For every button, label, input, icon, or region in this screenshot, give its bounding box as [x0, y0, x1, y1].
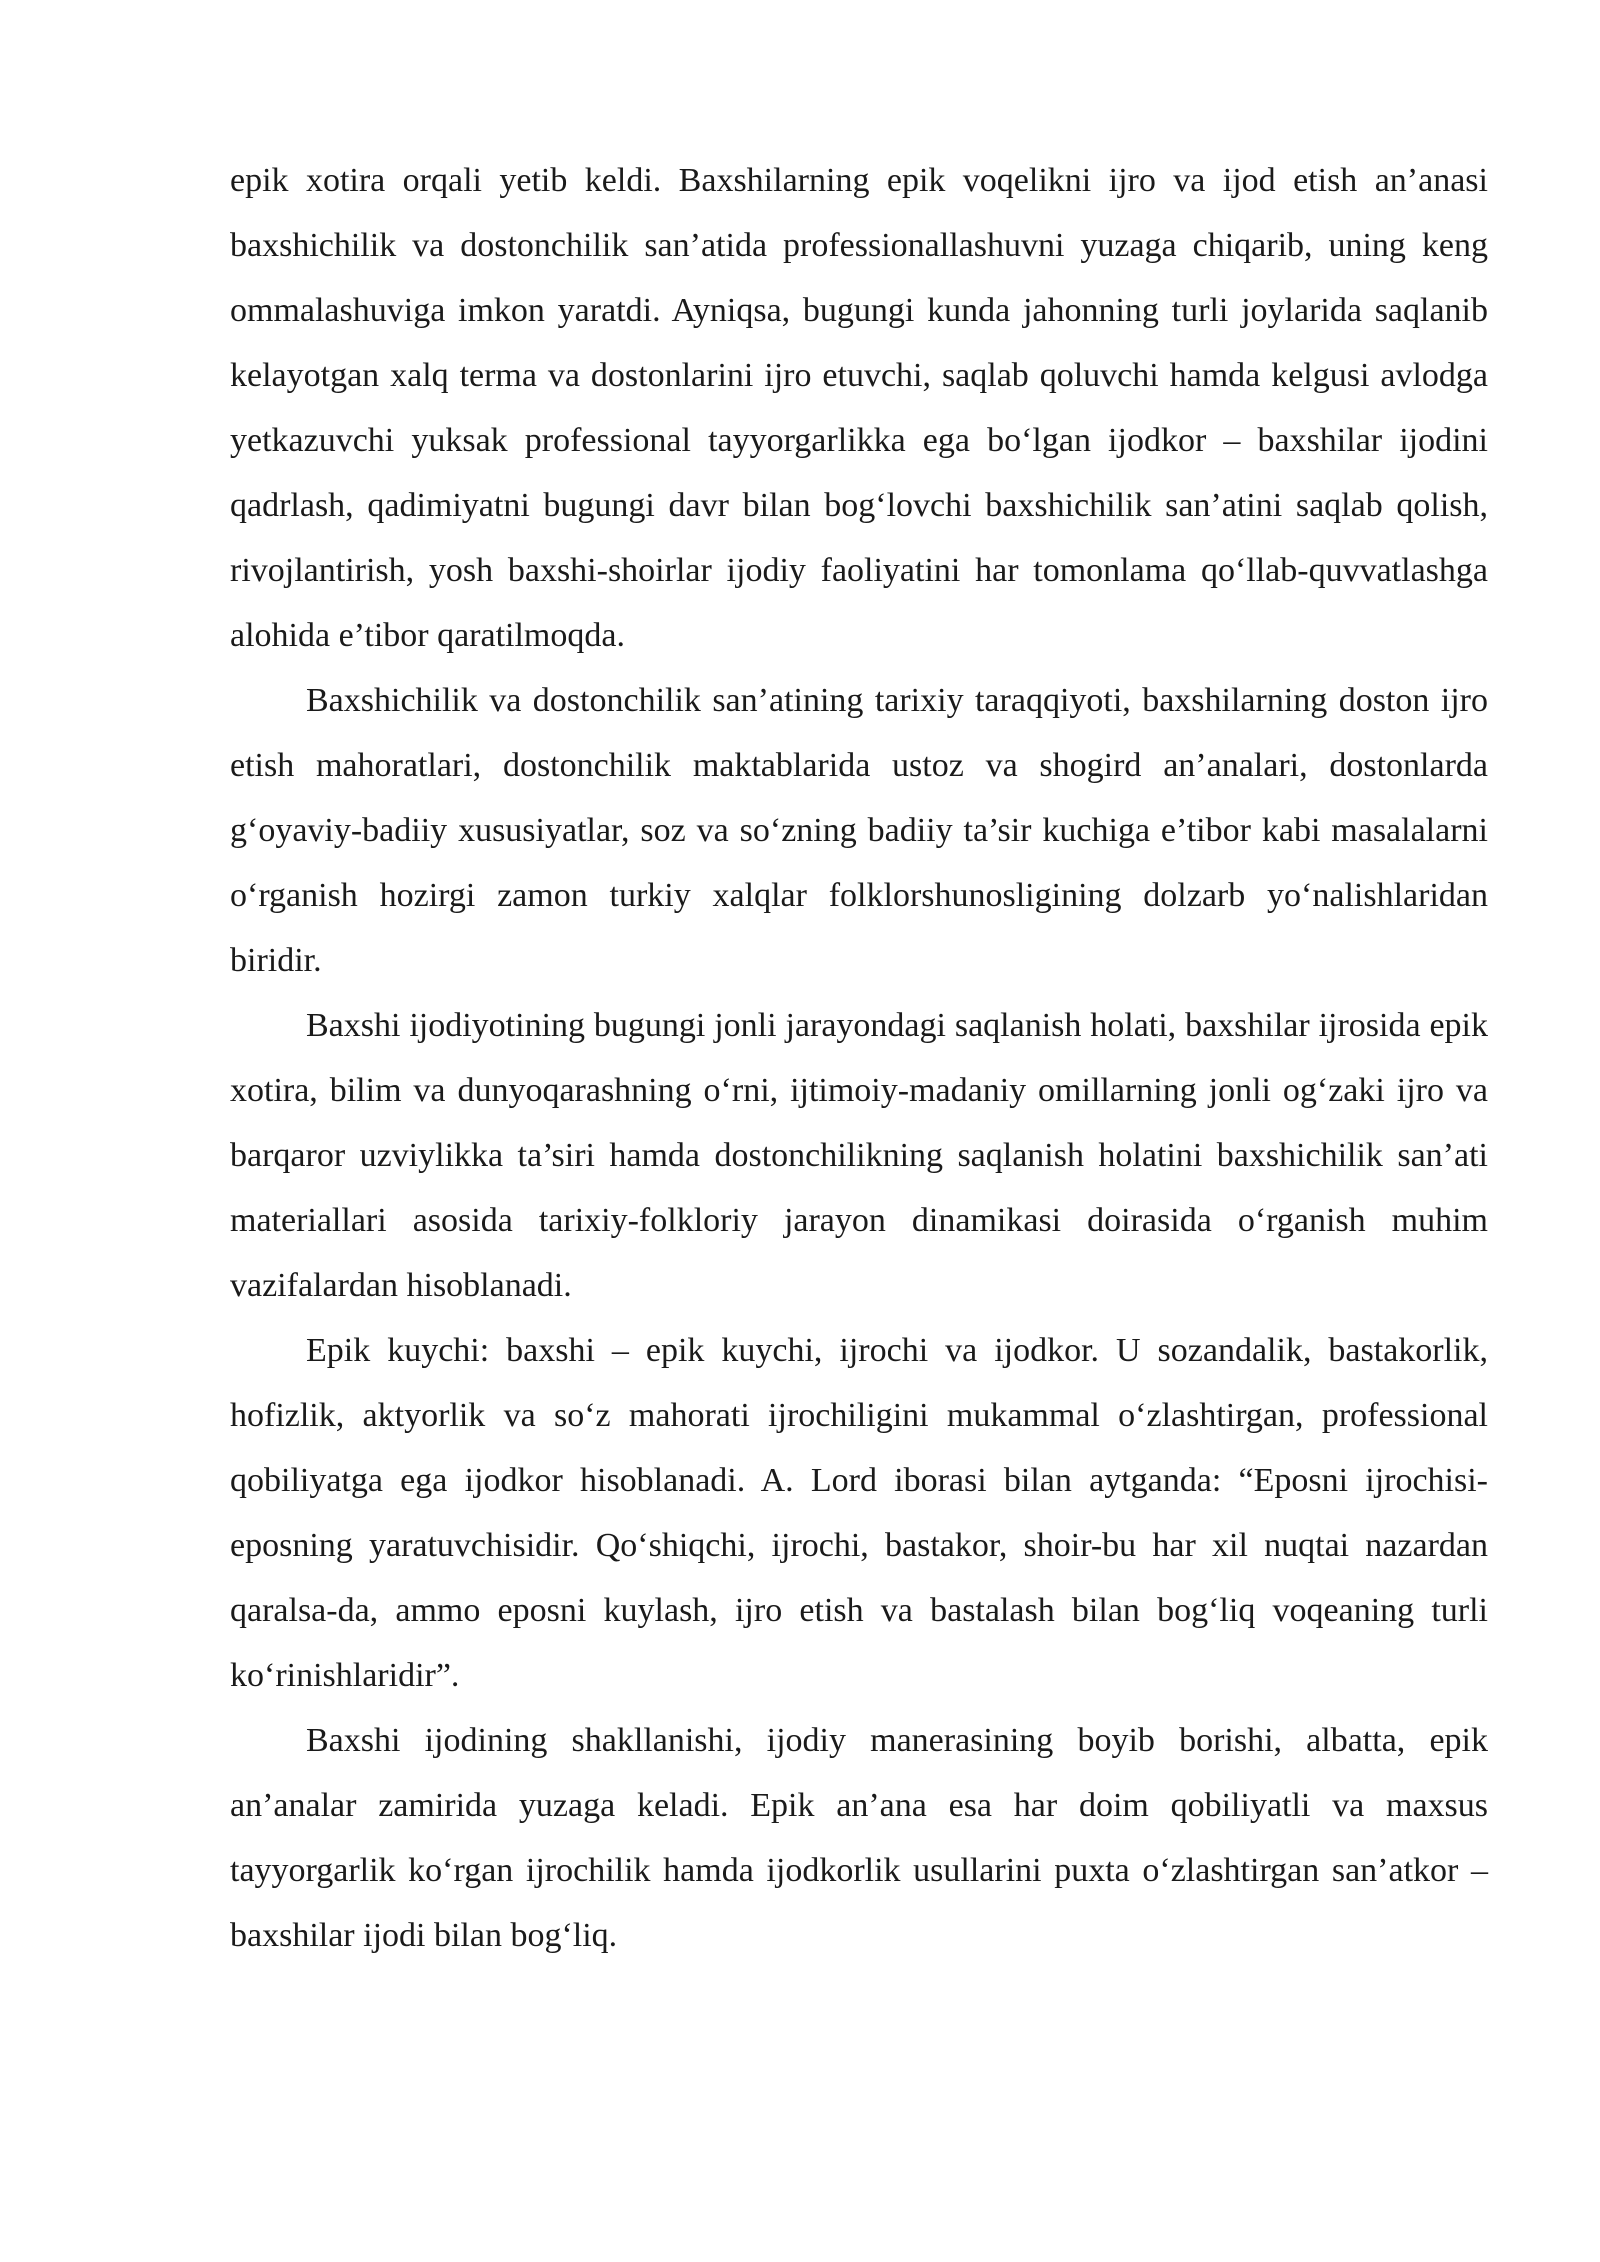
document-body: [230, 148, 1488, 1968]
paragraph-5: Baxshi ijodining shakllanishi, ijodiy manerasining boyib borishi, albatta, epik an’analar zamirida yuzaga keladi. Epik an’ana esa har doim qobiliyatli va maxsus tayyorgarlik ko‘rgan ijrochilik hamda ijodkorlik usullarini puxta o‘zlashtirgan san’atkor – baxshilar ijodi bilan bog‘liq.: [230, 1722, 1488, 1954]
paragraph-2: Baxshichilik va dostonchilik san’atining tarixiy taraqqiyoti, baxshilarning doston ijro etish mahoratlari, dostonchilik maktablarida ustoz va shogird an’analari, dostonlarda g‘oyaviy-badiiy xususiyatlar, soz va so‘zning badiiy ta’sir kuchiga e’tibor kabi masalalarni o‘rganish hozirgi zamon turkiy xalqlar folklorshunosligining dolzarb yo‘nalishlaridan biridir.: [230, 682, 1488, 979]
paragraph-3: Baxshi ijodiyotining bugungi jonli jarayondagi saqlanish holati, baxshilar ijrosida epik xotira, bilim va dunyoqarashning o‘rni, ijtimoiy-madaniy omillarning jonli og‘zaki ijro va barqaror uzviylikka ta’siri hamda dostonchilikning saqlanish holatini baxshichilik san’ati materiallari asosida tarixiy-folkloriy jarayon dinamikasi doirasida o‘rganish muhim vazifalardan hisoblanadi.: [230, 1007, 1488, 1304]
paragraph-4: Epik kuychi: baxshi – epik kuychi, ijrochi va ijodkor. U sozandalik, bastakorlik, hofizlik, aktyorlik va so‘z mahorati ijrochiligini mukammal o‘zlashtirgan, professional qobiliyatga ega ijodkor hisoblanadi. A. Lord iborasi bilan aytganda: “Eposni ijrochisi-eposning yaratuvchisidir. Qo‘shiqchi, ijrochi, bastakor, shoir-bu har xil nuqtai nazardan qaralsa-da, ammo eposni kuylash, ijro etish va bastalash bilan bog‘liq voqeaning turli ko‘rinishlaridir”.: [230, 1332, 1488, 1694]
paragraph-1: epik xotira orqali yetib keldi. Baxshilarning epik voqelikni ijro va ijod etish an’anasi baxshichilik va dostonchilik san’atida professionallashuvni yuzaga chiqarib, uning keng ommalashuviga imkon yaratdi. Ayniqsa, bugungi kunda jahonning turli joylarida saqlanib kelayotgan xalq terma va dostonlarini ijro etuvchi, saqlab qoluvchi hamda kelgusi avlodga yetkazuvchi yuksak professional tayyorgarlikka ega bo‘lgan ijodkor – baxshilar ijodini qadrlash, qadimiyatni bugungi davr bilan bog‘lovchi baxshichilik san’atini saqlab qolish, rivojlantirish, yosh baxshi-shoirlar ijodiy faoliyatini har tomonlama qo‘llab-quvvatlashga alohida e’tibor qaratilmoqda.: [230, 162, 1488, 654]
